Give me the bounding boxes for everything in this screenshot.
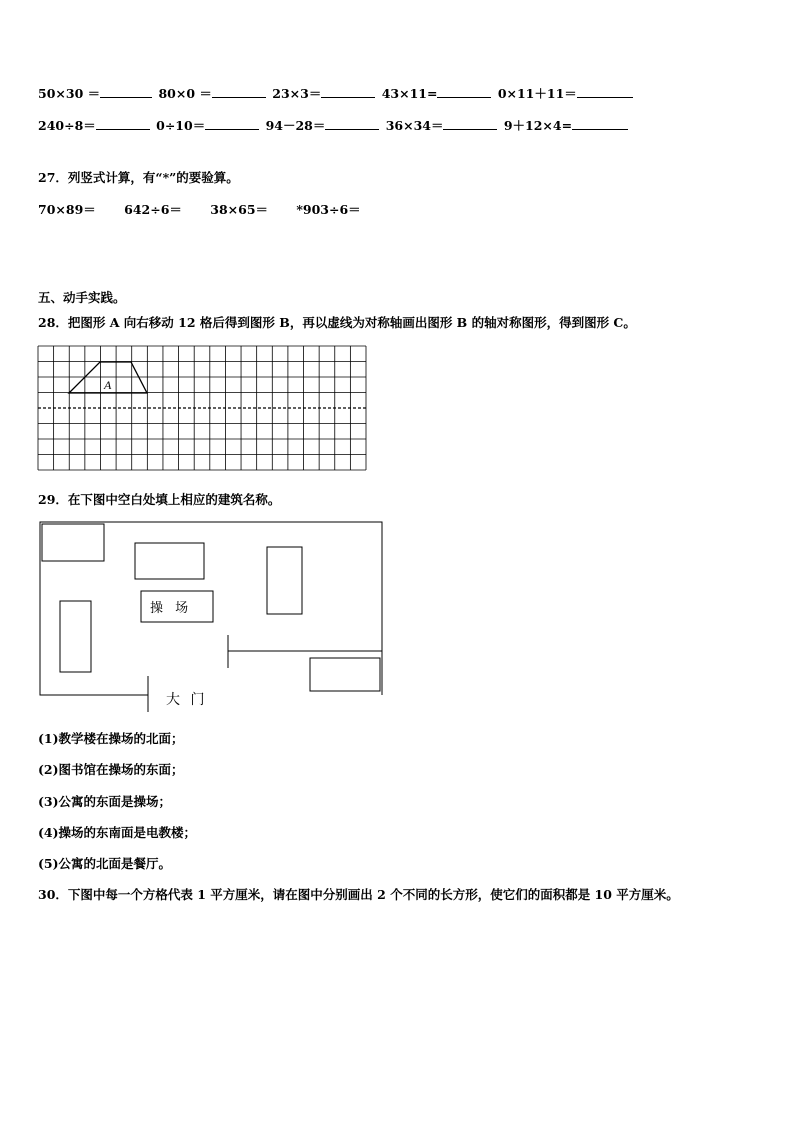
building-blank-library[interactable] [267,547,302,614]
question-27-title: 27．列竖式计算，有“*”的要验算。 [38,170,239,185]
answer-blank[interactable] [321,85,375,98]
question-27-items [38,200,361,218]
calc-item: 50×30 ＝ [38,86,101,101]
calc-item: 0÷10＝ [156,118,206,133]
calc-item: *903÷6＝ [296,202,361,217]
section-heading: 五、动手实践。 [38,290,126,305]
clue-2: (2)图书馆在操场的东面； [38,762,184,777]
calc-item: 70×89＝ [38,202,96,217]
answer-blank[interactable] [205,117,259,130]
calc-item: 0×11＋11＝ [497,86,577,101]
q28-grid[interactable] [38,346,366,470]
playground-label: 操 场 [150,601,193,616]
oral-calc-row-2 [38,116,630,134]
clue-3: (3)公寓的东面是操场； [38,794,172,809]
gate-label: 大 门 [166,692,208,708]
calc-item: 36×34＝ [385,118,444,133]
calc-item: 642÷6＝ [124,202,182,217]
question-29-title: 29．在下图中空白处填上相应的建筑名称。 [38,492,281,507]
calc-item: 80×0 ＝ [158,86,212,101]
answer-blank[interactable] [212,85,266,98]
question-28-title: 28．把图形 A 向右移动 12 格后得到图形 B，再以虚线为对称轴画出图形 B 的轴对称图形，得到图形 C。 [38,315,636,330]
answer-blank[interactable] [443,117,497,130]
calc-item: 43×11= [381,86,438,101]
answer-blank[interactable] [437,85,491,98]
clue-5: (5)公寓的北面是餐厅。 [38,856,172,871]
answer-blank[interactable] [572,117,628,130]
building-blank-canteen[interactable] [42,524,104,561]
answer-blank[interactable] [96,117,150,130]
calc-item: 23×3＝ [272,86,322,101]
building-blank-dormitory[interactable] [60,601,91,672]
q29-campus-map [38,520,384,712]
calc-item: 9＋12×4= [503,118,573,133]
answer-blank[interactable] [100,85,152,98]
calc-item: 240÷8＝ [38,118,96,133]
clue-4: (4)操场的东南面是电教楼； [38,825,197,840]
building-blank-av-building[interactable] [310,658,380,691]
clue-1: (1)教学楼在操场的北面； [38,731,184,746]
calc-item: 94－28＝ [265,118,326,133]
answer-blank[interactable] [325,117,379,130]
calc-item: 38×65＝ [210,202,269,217]
answer-blank[interactable] [577,85,633,98]
oral-calc-row-1 [38,84,635,102]
question-30-title: 30．下图中每一个方格代表 1 平方厘米，请在图中分别画出 2 个不同的长方形，使它们的面积都是 10 平方厘米。 [38,887,679,902]
shape-a-label: A [104,378,112,392]
building-blank-teaching[interactable] [135,543,204,579]
